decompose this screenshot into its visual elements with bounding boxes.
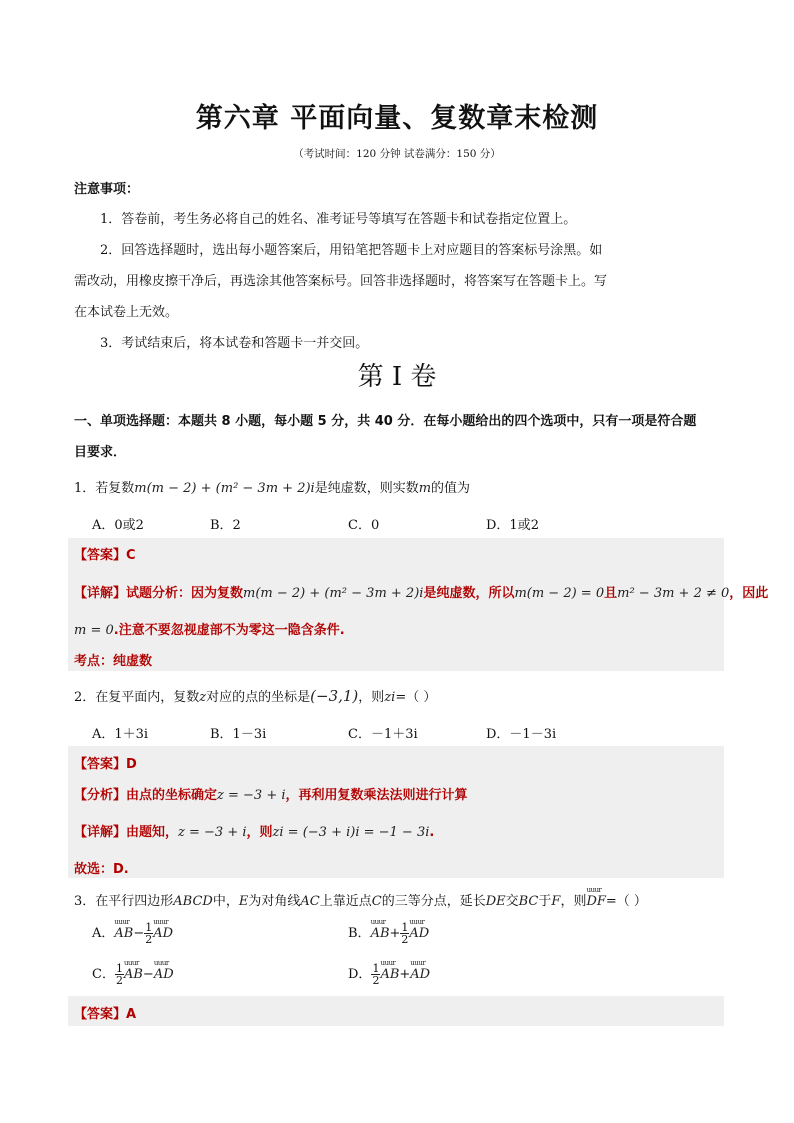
q3-t1: 中， <box>212 894 239 909</box>
q2-analysis-expr: z = −3 + i <box>217 788 286 803</box>
q3-option-c-label: C． <box>92 967 115 982</box>
q3-answer: 【答案】A <box>74 1007 137 1022</box>
notice-item-2-line3: 在本试卷上无效。 <box>74 305 179 320</box>
q3-option-a-vec2: uuur AD <box>153 926 173 941</box>
q2-answer-box <box>68 746 724 878</box>
q1-detail-line2-text: .注意不要忽视虚部不为零这一隐含条件. <box>113 623 345 638</box>
q3-t2: 为对角线 <box>248 894 301 909</box>
fraction-denominator: 2 <box>115 974 123 987</box>
q1-detail-line2-expr: m = 0 <box>74 623 114 638</box>
question-3-stem <box>74 890 647 909</box>
fraction-numerator: 1 <box>115 962 123 975</box>
q2-middle: 对应的点的坐标是 <box>206 690 311 705</box>
q1-detail-mid: 是纯虚数，所以 <box>423 586 515 601</box>
q3-t6: 于 <box>538 894 552 909</box>
q1-answer: 【答案】C <box>74 548 136 563</box>
q1-detail-end: ，因此 <box>729 586 769 601</box>
q2-analysis <box>74 784 468 803</box>
q2-expression: zi <box>384 690 396 705</box>
q3-point-f: F <box>551 894 561 909</box>
section-heading-line1: 一、单项选择题：本题共 8 小题，每小题 5 分，共 40 分．在每小题给出的四个选项中，只有一项是符合题 <box>74 414 697 429</box>
q1-middle: 是纯虚数，则实数 <box>314 481 419 496</box>
q2-analysis-suffix: ，再利用复数乘法法则进行计算 <box>285 788 468 803</box>
q3-point-e: E <box>238 894 249 909</box>
q2-detail-expr1: z = −3 + i <box>178 825 247 840</box>
notice-item-2-line1: 2．回答选择题时，选出每小题答案后，用铅笔把答题卡上对应题目的答案标号涂黑。如 <box>100 243 603 258</box>
q3-prefix: 3．在平行四边形 <box>74 894 174 909</box>
q1-prefix: 1．若复数 <box>74 481 135 496</box>
q1-detail-expr3: m² − 3m + 2 ≠ 0 <box>617 586 730 601</box>
q3-option-c <box>92 963 174 986</box>
q3-option-a-label: A． <box>92 926 115 941</box>
q3-vector-df: uuur DF <box>586 894 605 909</box>
q3-option-b-op: + <box>389 926 401 941</box>
q3-option-a-op: − <box>133 926 145 941</box>
q3-option-d <box>348 963 430 986</box>
q2-point: (−3,1) <box>310 687 359 705</box>
q2-option-c: C．－1＋3i <box>348 727 418 742</box>
q1-detail-line1 <box>74 582 768 601</box>
q3-option-c-vec1: uuur AB <box>124 967 143 982</box>
q3-option-b <box>348 922 429 945</box>
q1-option-c: C．0 <box>348 518 380 533</box>
question-2-stem <box>74 686 436 705</box>
q3-option-d-label: D． <box>348 967 372 982</box>
q3-option-a-vec1: uuur AB <box>114 926 133 941</box>
q2-option-a: A．1＋3i <box>92 727 149 742</box>
question-1-stem <box>74 477 470 496</box>
notice-item-2-line2: 需改动，用橡皮擦干净后，再选涂其他答案标号。回答非选择题时，将答案写在答题卡上。写 <box>74 274 608 289</box>
q1-option-b: B．2 <box>210 518 241 533</box>
q3-option-c-op: − <box>142 967 154 982</box>
q1-detail-line2 <box>74 619 345 638</box>
q1-suffix: 的值为 <box>431 481 471 496</box>
q2-detail-prefix: 【详解】由题知， <box>74 825 179 840</box>
q3-option-d-vec2: uuur AD <box>410 967 430 982</box>
q3-segment-de: DE <box>485 894 506 909</box>
q2-suffix1: ，则 <box>358 690 385 705</box>
q3-option-a-fraction <box>144 922 153 945</box>
fraction-numerator: 1 <box>145 921 153 934</box>
q2-option-b: B．1－3i <box>210 727 267 742</box>
notice-item-3: 3．考试结束后，将本试卷和答题卡一并交回。 <box>100 336 369 351</box>
q3-option-b-label: B． <box>348 926 371 941</box>
fraction-denominator: 2 <box>401 933 409 946</box>
q3-option-c-fraction <box>115 963 124 986</box>
q3-option-d-vec1: uuur AB <box>380 967 399 982</box>
fraction-numerator: 1 <box>372 962 380 975</box>
q2-answer: 【答案】D <box>74 757 137 772</box>
q3-segment-ac: AC <box>300 894 320 909</box>
q3-t5: 交 <box>505 894 519 909</box>
page-title: 第六章 平面向量、复数章末检测 <box>195 103 599 134</box>
exam-info: （考试时间：120 分钟 试卷满分：150 分） <box>293 148 501 160</box>
q1-expression: m(m − 2) + (m² − 3m + 2)i <box>134 481 315 496</box>
q3-option-b-vec1: uuur AB <box>371 926 390 941</box>
q1-option-d: D．1或2 <box>486 518 539 533</box>
volume-heading: 第 I 卷 <box>357 362 437 392</box>
notice-item-1: 1．答卷前，考生务必将自己的姓名、准考证号等填写在答题卡和试卷指定位置上。 <box>100 212 577 227</box>
q1-kaodian: 考点：纯虚数 <box>74 654 153 669</box>
q3-shape: ABCD <box>173 894 213 909</box>
q2-option-d: D．－1－3i <box>486 727 557 742</box>
q1-answer-box <box>68 538 724 671</box>
q2-detail-expr2: zi = (−3 + i)i = −1 − 3i <box>272 825 430 840</box>
q3-point-c: C <box>371 894 382 909</box>
q3-option-a <box>92 922 173 945</box>
q2-prefix: 2．在复平面内，复数 <box>74 690 200 705</box>
q3-answer-box <box>68 996 724 1026</box>
fraction-denominator: 2 <box>145 933 153 946</box>
q2-variable: z <box>199 690 207 705</box>
fraction-denominator: 2 <box>372 974 380 987</box>
q3-option-d-op: + <box>399 967 411 982</box>
q2-choice: 故选：D. <box>74 862 129 877</box>
q3-t8: =（ ） <box>605 894 647 909</box>
q1-detail-and: 且 <box>604 586 618 601</box>
notice-heading: 注意事项： <box>74 182 140 197</box>
q3-t4: 的三等分点，延长 <box>381 894 486 909</box>
q1-option-a: A．0或2 <box>92 518 144 533</box>
q1-detail-expr1: m(m − 2) + (m² − 3m + 2)i <box>243 586 424 601</box>
q1-detail-prefix: 【详解】试题分析：因为复数 <box>74 586 244 601</box>
q2-analysis-prefix: 【分析】由点的坐标确定 <box>74 788 218 803</box>
q2-detail <box>74 821 434 840</box>
q3-segment-bc: BC <box>518 894 539 909</box>
fraction-numerator: 1 <box>401 921 409 934</box>
q3-t7: ，则 <box>560 894 587 909</box>
q3-option-b-vec2: uuur AD <box>409 926 429 941</box>
q3-t3: 上靠近点 <box>319 894 372 909</box>
q2-detail-end: . <box>429 825 435 840</box>
q1-variable: m <box>418 481 432 496</box>
q2-suffix2: =（ ） <box>395 690 437 705</box>
section-heading-line2: 目要求． <box>74 445 127 460</box>
q3-option-c-vec2: uuur AD <box>154 967 174 982</box>
q1-detail-expr2: m(m − 2) = 0 <box>514 586 605 601</box>
q2-detail-mid: ，则 <box>246 825 273 840</box>
